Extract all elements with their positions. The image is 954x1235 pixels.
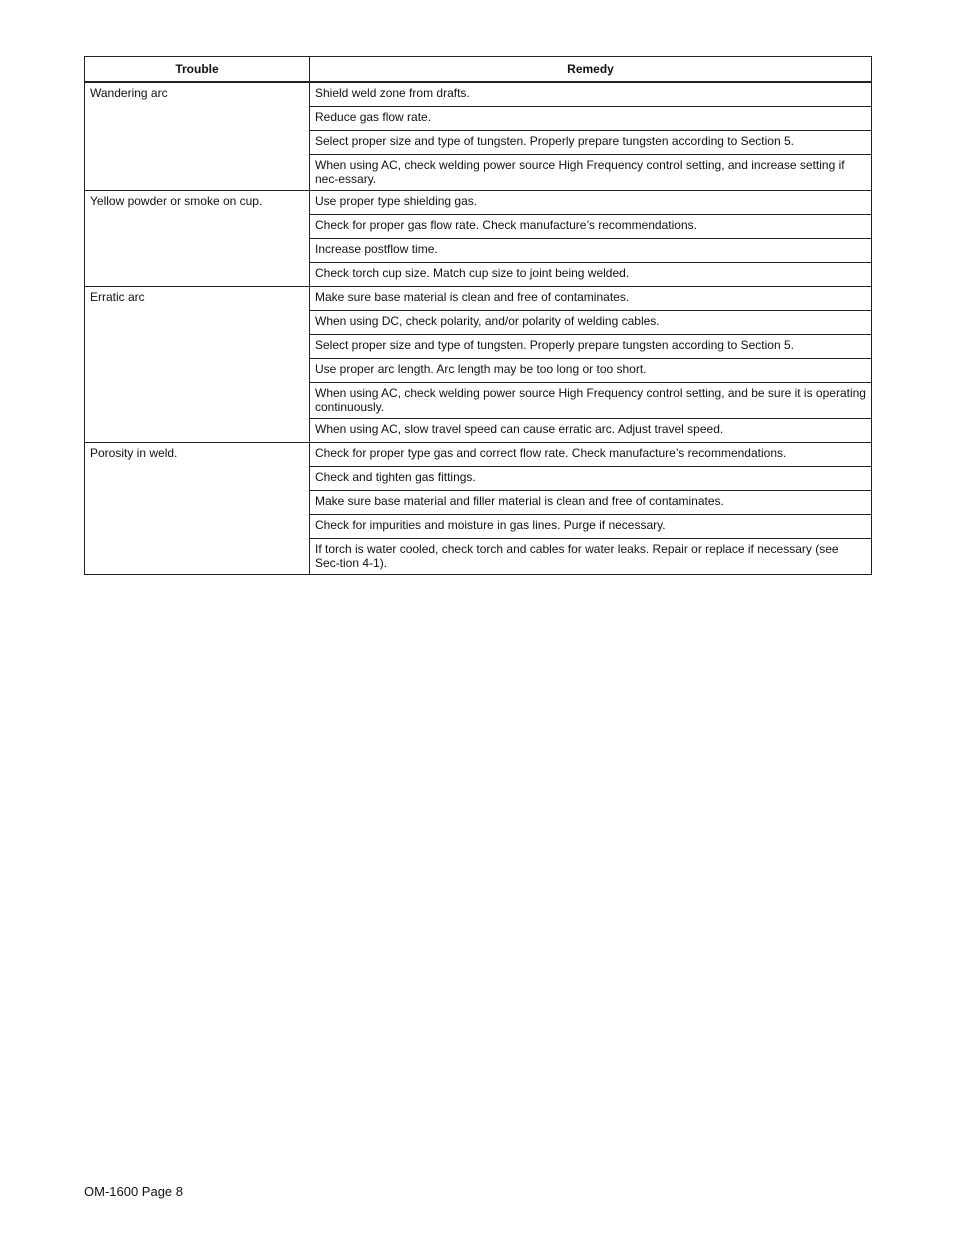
remedy-cell: When using AC, check welding power source High Frequency control setting, and be sure it is operating continuously. (310, 383, 872, 419)
page-footer: OM-1600 Page 8 (84, 1184, 184, 1199)
remedy-cell: Check for proper gas flow rate. Check manufacture’s recommendations. (310, 215, 872, 239)
trouble-cell: Wandering arc (85, 82, 310, 191)
header-remedy: Remedy (310, 57, 872, 83)
remedy-cell: When using AC, check welding power source High Frequency control setting, and increase setting if nec-essary. (310, 155, 872, 191)
table-row (85, 443, 872, 467)
table-body (85, 82, 872, 575)
header-row (85, 57, 872, 83)
remedy-cell: Reduce gas flow rate. (310, 107, 872, 131)
remedy-cell: Shield weld zone from drafts. (310, 82, 872, 107)
remedy-cell: Check for proper type gas and correct flow rate. Check manufacture’s recommendations. (310, 443, 872, 467)
remedy-cell: Make sure base material and filler material is clean and free of contaminates. (310, 491, 872, 515)
troubleshooting-table (84, 56, 872, 575)
remedy-cell: Increase postflow time. (310, 239, 872, 263)
table-header (85, 57, 872, 83)
remedy-cell: Check and tighten gas fittings. (310, 467, 872, 491)
table-row (85, 191, 872, 215)
trouble-cell: Yellow powder or smoke on cup. (85, 191, 310, 287)
remedy-cell: Use proper arc length. Arc length may be too long or too short. (310, 359, 872, 383)
remedy-cell: Check for impurities and moisture in gas lines. Purge if necessary. (310, 515, 872, 539)
header-trouble: Trouble (85, 57, 310, 83)
trouble-cell: Porosity in weld. (85, 443, 310, 575)
remedy-cell: Select proper size and type of tungsten. Properly prepare tungsten according to Section 5. (310, 131, 872, 155)
remedy-cell: Use proper type shielding gas. (310, 191, 872, 215)
trouble-cell: Erratic arc (85, 287, 310, 443)
remedy-cell: Make sure base material is clean and free of contaminates. (310, 287, 872, 311)
table-row (85, 287, 872, 311)
remedy-cell: When using AC, slow travel speed can cause erratic arc. Adjust travel speed. (310, 419, 872, 443)
remedy-cell: Select proper size and type of tungsten. Properly prepare tungsten according to Section 5. (310, 335, 872, 359)
table-row (85, 82, 872, 107)
remedy-cell: When using DC, check polarity, and/or polarity of welding cables. (310, 311, 872, 335)
remedy-cell: Check torch cup size. Match cup size to joint being welded. (310, 263, 872, 287)
remedy-cell: If torch is water cooled, check torch and cables for water leaks. Repair or replace if necessary (see Sec-tion 4-1). (310, 539, 872, 575)
